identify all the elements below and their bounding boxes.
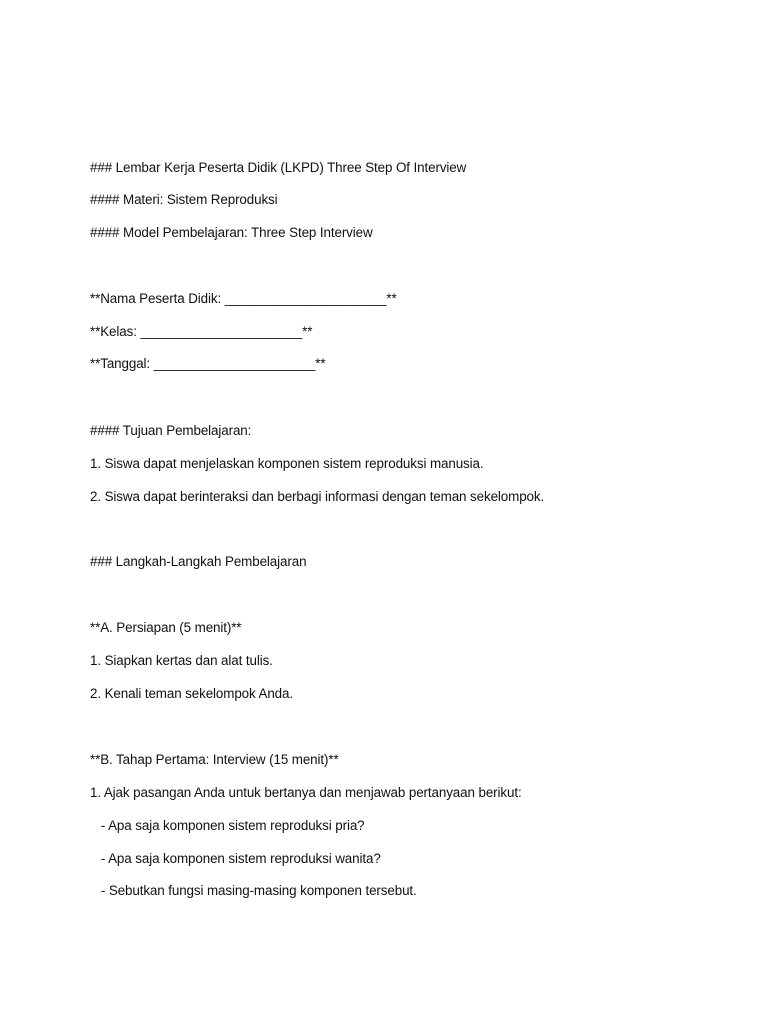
- learning-model-heading: #### Model Pembelajaran: Three Step Interview: [90, 225, 373, 240]
- step-b-item: 1. Ajak pasangan Anda untuk bertanya dan menjawab pertanyaan berikut:: [90, 785, 522, 800]
- step-a-item: 2. Kenali teman sekelompok Anda.: [90, 686, 293, 701]
- class-field: **Kelas: ______________________**: [90, 324, 313, 339]
- interview-question: - Sebutkan fungsi masing-masing komponen tersebut.: [90, 883, 417, 898]
- student-name-field: **Nama Peserta Didik: ______________________**: [90, 291, 397, 306]
- learning-objectives-heading: #### Tujuan Pembelajaran:: [90, 423, 252, 438]
- step-b-heading: **B. Tahap Pertama: Interview (15 menit)**: [90, 752, 339, 767]
- objective-item: 1. Siswa dapat menjelaskan komponen sistem reproduksi manusia.: [90, 456, 484, 471]
- material-heading: #### Materi: Sistem Reproduksi: [90, 192, 278, 207]
- step-a-item: 1. Siapkan kertas dan alat tulis.: [90, 653, 273, 668]
- learning-steps-heading: ### Langkah-Langkah Pembelajaran: [90, 554, 307, 569]
- date-field: **Tanggal: ______________________**: [90, 356, 326, 371]
- step-a-heading: **A. Persiapan (5 menit)**: [90, 620, 242, 635]
- interview-question: - Apa saja komponen sistem reproduksi wanita?: [90, 851, 381, 866]
- document-title: ### Lembar Kerja Peserta Didik (LKPD) Three Step Of Interview: [90, 160, 467, 175]
- objective-item: 2. Siswa dapat berinteraksi dan berbagi informasi dengan teman sekelompok.: [90, 489, 545, 504]
- interview-question: - Apa saja komponen sistem reproduksi pria?: [90, 818, 365, 833]
